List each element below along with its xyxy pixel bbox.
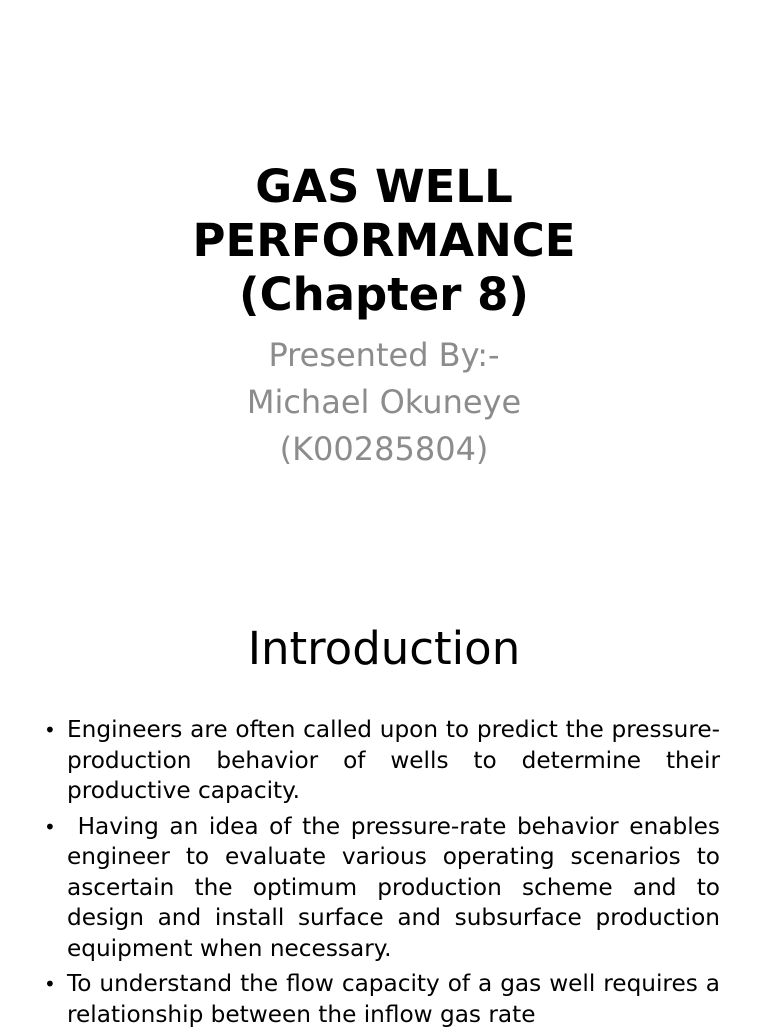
bullet-icon: •	[44, 814, 56, 839]
title-line-1: GAS WELL	[255, 160, 513, 213]
presenter-id: (K00285804)	[279, 430, 489, 468]
bullet-text: Engineers are often called upon to predict the pressure-production behavior of wells to determine their productive capacity.	[67, 716, 720, 804]
title-line-2: PERFORMANCE	[192, 214, 576, 267]
bullet-item	[44, 969, 720, 1030]
bullet-text: Having an idea of the pressure-rate behavior enables engineer to evaluate various operating scenarios to ascertain the optimum production scheme and to design and install surface and subsurface production equipment when necessary.	[67, 812, 735, 962]
bullet-icon: •	[44, 972, 56, 996]
slide-title	[0, 160, 768, 322]
bullet-text: To understand the flow capacity of a gas well requires a relationship between the inflow gas rate	[67, 970, 720, 1028]
title-line-3: (Chapter 8)	[239, 268, 529, 321]
bullet-icon: •	[44, 718, 56, 742]
intro-heading: Introduction	[247, 622, 521, 675]
slide-subtitle	[0, 332, 768, 473]
presenter-name: Michael Okuneye	[246, 383, 522, 421]
bullet-item	[44, 715, 720, 807]
presented-by-label: Presented By:-	[268, 336, 500, 374]
bullet-list	[44, 715, 735, 1035]
bullet-item	[44, 812, 735, 965]
